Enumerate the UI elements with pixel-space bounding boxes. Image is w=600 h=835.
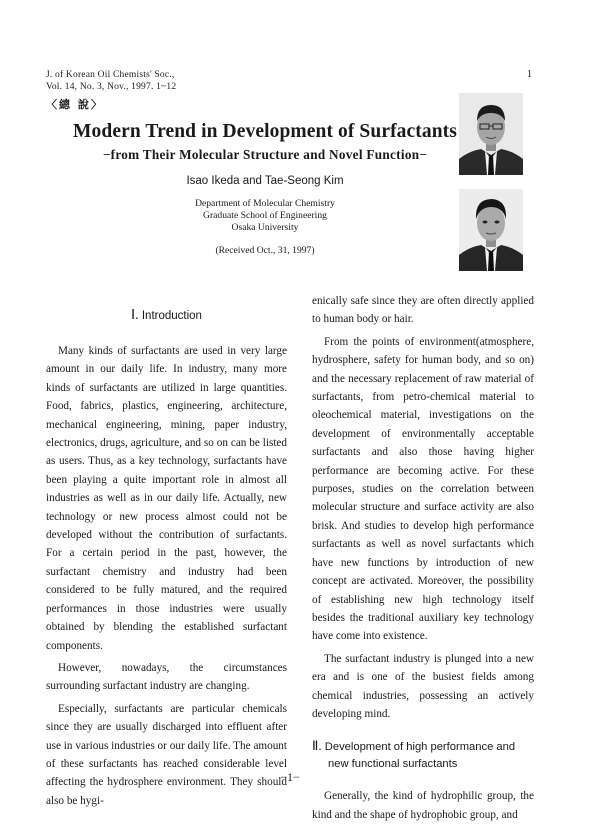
article-subtitle: −from Their Molecular Structure and Novel Function− xyxy=(102,147,428,162)
section-1-title: Introduction xyxy=(141,310,202,322)
author-photo-1 xyxy=(459,93,523,175)
page-number-top: 1 xyxy=(527,69,532,80)
article-authors: Isao Ikeda and Tae-Seong Kim xyxy=(186,175,344,187)
body-paragraph: Generally, the kind of hydrophilic group, the kind and the shape of hydrophobic group, and xyxy=(312,790,534,821)
section-2-heading xyxy=(312,737,534,773)
body-paragraph: However, nowadays, the circumstances surrounding surfactant industry are changing. xyxy=(46,661,287,693)
body-paragraph-continuation: enically safe since they are often directly applied to human body or hair. xyxy=(312,295,534,326)
page-footer-number: −1− xyxy=(280,770,300,784)
received-date: (Received Oct., 31, 1997) xyxy=(215,245,315,256)
body-paragraph: From the points of environment(atmosphere, hydrosphere, safety for human body, and so on) and the necessary replacement of raw material of surfactants, from petro-chemical material to oleochemical material, investigations on the development of environmentally acceptable surfactants and also those having higher performance are becoming active. For these purposes, studies on the correlation between molecular structure and surface activity are also brisk. And studies to develop high performance surfactants as well as novel surfactants which have new functions by introduction of new concept are activated. Moreover, the possibility of establishing new high technology itself besides the traditional auxiliary key technology have come into existence. xyxy=(312,335,534,643)
affiliation-line: Department of Molecular Chemistry xyxy=(195,198,335,209)
section-2-title-line-1: Development of high performance and xyxy=(324,741,516,754)
journal-line-2: Vol. 14, No. 3, Nov., 1997. 1~12 xyxy=(46,82,177,92)
journal-citation xyxy=(46,69,176,93)
affiliation-line: Graduate School of Engineering xyxy=(203,210,327,222)
body-paragraph: The surfactant industry is plunged into a new era and is one of the busiest fields among chemical industries, possessing an actively developing mind. xyxy=(312,652,534,720)
article-title: Modern Trend in Development of Surfactants xyxy=(73,121,457,142)
left-column xyxy=(46,342,287,810)
right-column xyxy=(312,292,534,824)
journal-line-1: J. of Korean Oil Chemists' Soc., xyxy=(46,70,175,80)
author-photo-2 xyxy=(459,189,523,271)
section-2-title-line-2: new functional surfactants xyxy=(328,758,458,771)
affiliation-line: Osaka University xyxy=(231,222,299,234)
article-type-tag: 〈總 說〉 xyxy=(46,98,104,111)
section-2-numeral: Ⅱ. xyxy=(312,738,322,754)
body-paragraph: Especially, surfactants are particular chemicals since they are usually discharged into effluent after use in various industries or our daily life. The amount of these surfactants has reached considerable level affecting the hydrosphere environment. They should also be hygi- xyxy=(46,702,287,807)
body-paragraph: Many kinds of surfactants are used in very large amount in our daily life. In industry, many more kinds of surfactants are utilized in large quantities. Food, fabrics, plastics, engineering, architecture, mechanical engineering, mining, paper industry, electronics, drugs, agriculture, and so on can be listed as users. Thus, as a key technology, surfactants have been playing a quite important role in almost all industries as well as in our daily life. Actually, new technology or new process almost could not be developed without the contribution of surfactants. For a certain period in the past, however, the surfactant chemistry and industry had been considered to be fully matured, and the required performances in those industries were usually obtained by blending the established surfactant components. xyxy=(46,345,287,652)
author-affiliation xyxy=(0,198,530,235)
section-1-numeral: Ⅰ. xyxy=(131,308,139,323)
section-1-heading xyxy=(46,307,287,324)
